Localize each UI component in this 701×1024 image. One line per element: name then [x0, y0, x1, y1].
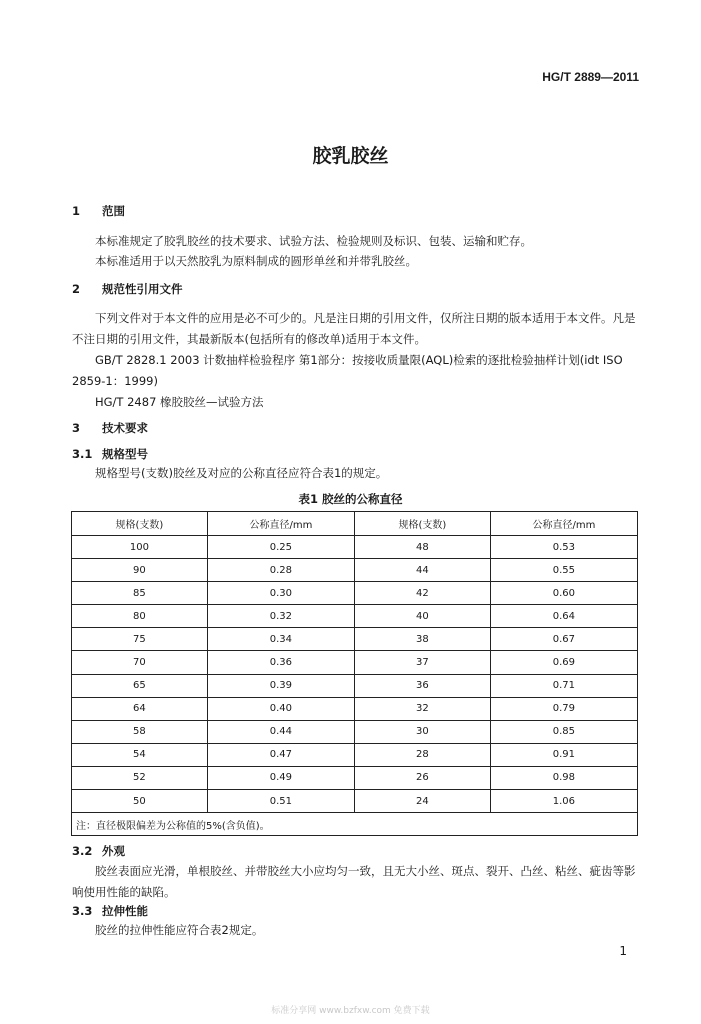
diameter-table: [71, 511, 638, 836]
diameter-cell: 0.40: [207, 697, 354, 720]
section-number: 1: [72, 204, 81, 218]
spec-count-cell: 38: [354, 628, 490, 651]
section-3-3-heading: [72, 903, 148, 919]
diameter-cell: 0.79: [490, 697, 637, 720]
section-number: 3.2: [72, 844, 93, 858]
scope-paragraph-2: 本标准适用于以天然胶乳为原料制成的圆形单丝和并带乳胶丝。: [95, 254, 417, 268]
reference-hgt-2487: HG/T 2487 橡胶胶丝—试验方法: [95, 395, 264, 409]
diameter-cell: 0.53: [490, 536, 637, 559]
section-number: 3.1: [72, 447, 93, 461]
table-row: [72, 559, 638, 582]
diameter-cell: 0.36: [207, 651, 354, 674]
section-title: 规范性引用文件: [102, 282, 183, 296]
spec-count-cell: 44: [354, 559, 490, 582]
section-title: 外观: [102, 844, 125, 858]
diameter-cell: 0.32: [207, 605, 354, 628]
table-row: [72, 628, 638, 651]
column-header-diameter: 公称直径/mm: [490, 512, 637, 536]
spec-count-cell: 28: [354, 743, 490, 766]
spec-count-cell: 30: [354, 720, 490, 743]
table-row: [72, 651, 638, 674]
column-header-spec: 规格(支数): [354, 512, 490, 536]
table-1-caption: 表1 胶丝的公称直径: [298, 492, 403, 506]
diameter-cell: 0.64: [490, 605, 637, 628]
table-note-row: [72, 813, 638, 836]
diameter-cell: 0.34: [207, 628, 354, 651]
diameter-cell: 0.91: [490, 743, 637, 766]
table-row: [72, 582, 638, 605]
spec-count-cell: 40: [354, 605, 490, 628]
diameter-cell: 0.71: [490, 674, 637, 697]
spec-count-cell: 26: [354, 766, 490, 789]
diameter-cell: 1.06: [490, 790, 637, 813]
section-title: 规格型号: [102, 447, 148, 461]
diameter-cell: 0.25: [207, 536, 354, 559]
diameter-cell: 0.49: [207, 766, 354, 789]
table-header-row: [72, 512, 638, 536]
section-title: 拉伸性能: [102, 904, 148, 918]
watermark: 标准分享网 www.bzfxw.com 免费下载: [271, 1006, 430, 1016]
diameter-cell: 0.51: [207, 790, 354, 813]
table-row: [72, 720, 638, 743]
section-number: 3.3: [72, 904, 93, 918]
scope-paragraph-1: 本标准规定了胶乳胶丝的技术要求、试验方法、检验规则及标识、包装、运输和贮存。: [95, 234, 532, 248]
section-title: 技术要求: [102, 421, 148, 435]
reference-gbt-2828: GB/T 2828.1 2003 计数抽样检验程序 第1部分：按接收质量限(AQL)检索的逐批检验抽样计划(idt ISO 2859-1：1999): [72, 353, 623, 388]
spec-count-cell: 90: [72, 559, 208, 582]
spec-count-cell: 58: [72, 720, 208, 743]
table-body: [72, 536, 638, 836]
diameter-cell: 0.98: [490, 766, 637, 789]
diameter-cell: 0.28: [207, 559, 354, 582]
page-number: 1: [619, 944, 627, 958]
diameter-cell: 0.39: [207, 674, 354, 697]
spec-count-cell: 36: [354, 674, 490, 697]
table-row: [72, 674, 638, 697]
diameter-cell: 0.85: [490, 720, 637, 743]
diameter-cell: 0.47: [207, 743, 354, 766]
spec-count-cell: 52: [72, 766, 208, 789]
column-header-diameter: 公称直径/mm: [207, 512, 354, 536]
spec-count-cell: 37: [354, 651, 490, 674]
section-3-heading: [72, 420, 148, 436]
table-note: 注：直径极限偏差为公称值的5%(含负值)。: [72, 813, 638, 836]
diameter-cell: 0.67: [490, 628, 637, 651]
spec-count-cell: 54: [72, 743, 208, 766]
spec-count-cell: 75: [72, 628, 208, 651]
spec-count-cell: 80: [72, 605, 208, 628]
diameter-cell: 0.55: [490, 559, 637, 582]
table-row: [72, 743, 638, 766]
table-row: [72, 790, 638, 813]
column-header-spec: 规格(支数): [72, 512, 208, 536]
table-row: [72, 766, 638, 789]
standard-code: HG/T 2889—2011: [542, 70, 639, 84]
diameter-cell: 0.30: [207, 582, 354, 605]
normative-intro: 下列文件对于本文件的应用是必不可少的。凡是注日期的引用文件，仅所注日期的版本适用于本文件。凡是不注日期的引用文件，其最新版本(包括所有的修改单)适用于本文件。: [72, 311, 636, 346]
diameter-cell: 0.69: [490, 651, 637, 674]
section-number: 3: [72, 421, 81, 435]
section-3-2-heading: [72, 843, 125, 859]
spec-count-cell: 64: [72, 697, 208, 720]
spec-count-cell: 50: [72, 790, 208, 813]
spec-count-cell: 85: [72, 582, 208, 605]
spec-count-cell: 42: [354, 582, 490, 605]
section-3-1-text: 规格型号(支数)胶丝及对应的公称直径应符合表1的规定。: [95, 466, 388, 480]
diameter-cell: 0.44: [207, 720, 354, 743]
document-title: 胶乳胶丝: [312, 145, 389, 167]
spec-count-cell: 65: [72, 674, 208, 697]
spec-count-cell: 70: [72, 651, 208, 674]
section-2-heading: [72, 281, 183, 297]
section-1-heading: [72, 203, 125, 219]
spec-count-cell: 32: [354, 697, 490, 720]
table-row: [72, 536, 638, 559]
spec-count-cell: 100: [72, 536, 208, 559]
table-row: [72, 605, 638, 628]
appearance-text: 胶丝表面应光滑，单根胶丝、并带胶丝大小应均匀一致，且无大小丝、斑点、裂开、凸丝、粘丝、疵齿等影响使用性能的缺陷。: [72, 864, 636, 899]
section-number: 2: [72, 282, 81, 296]
table-row: [72, 697, 638, 720]
spec-count-cell: 48: [354, 536, 490, 559]
spec-count-cell: 24: [354, 790, 490, 813]
diameter-cell: 0.60: [490, 582, 637, 605]
section-3-1-heading: [72, 446, 148, 462]
section-title: 范围: [102, 204, 125, 218]
tensile-text: 胶丝的拉伸性能应符合表2规定。: [95, 923, 264, 937]
